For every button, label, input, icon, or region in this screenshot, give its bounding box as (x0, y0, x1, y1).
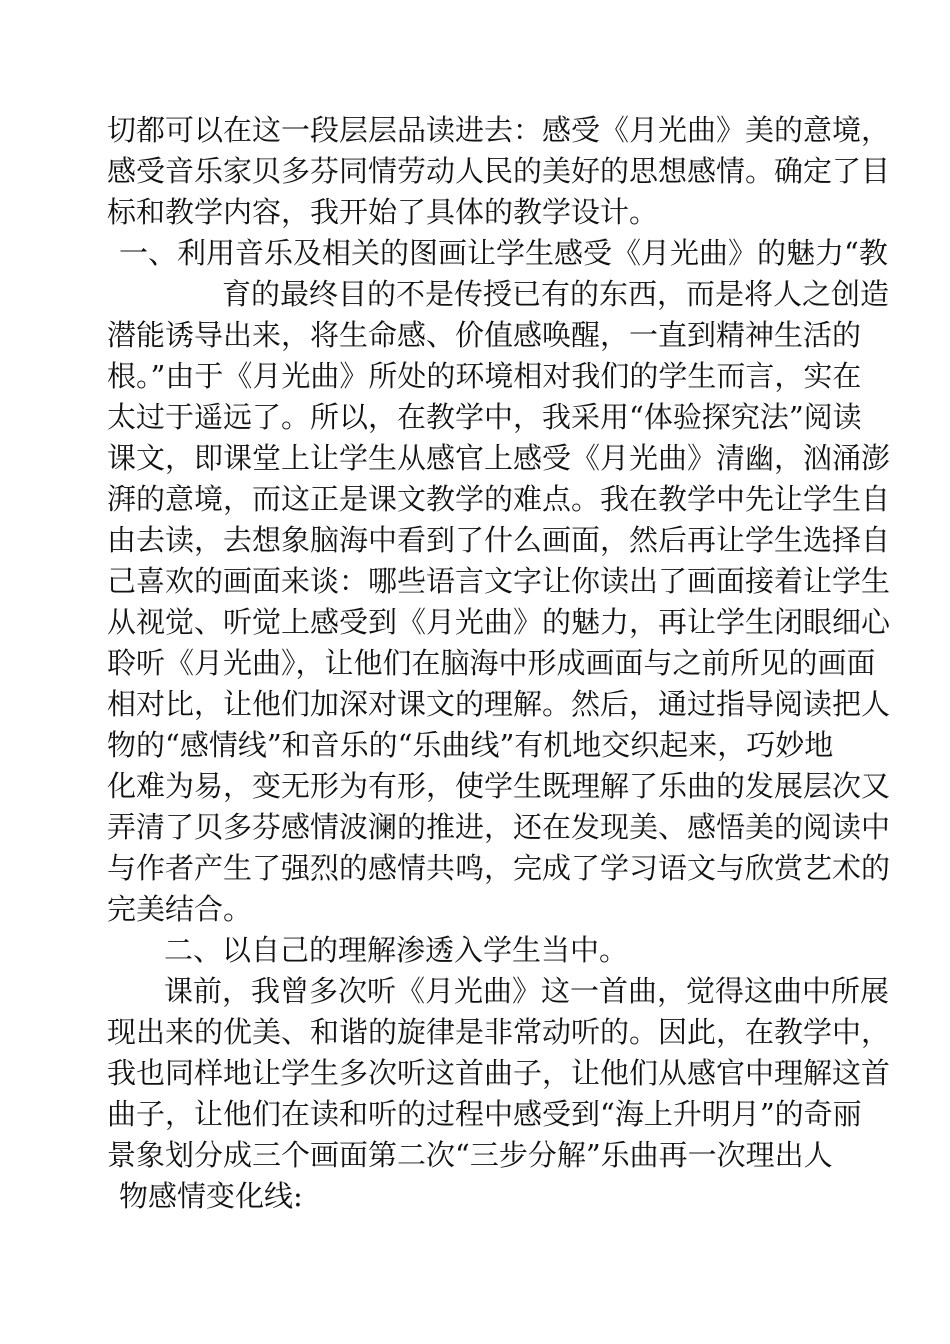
text-line: 太过于遥远了。所以，在教学中，我采用“体验探究法”阅读 (107, 400, 862, 434)
text-line: 标和教学内容，我开始了具体的教学设计。 (107, 195, 659, 229)
text-line: 弄清了贝多芬感情波澜的推进，还在发现美、感悟美的阅读中 (107, 810, 891, 844)
text-line: 现出来的优美、和谐的旋律是非常动听的。因此，在教学中， (107, 1015, 891, 1049)
text-line: 根。”由于《月光曲》所处的环境相对我们的学生而言，实在 (107, 359, 862, 393)
text-line: 聆听《月光曲》，让他们在脑海中形成画面与之前所见的画面 (107, 646, 876, 680)
text-line: 由去读，去想象脑海中看到了什么画面，然后再让学生选择自 (107, 523, 891, 557)
text-line: 课文，即课堂上让学生从感官上感受《月光曲》清幽，汹涌澎 (107, 441, 891, 475)
text-line: 景象划分成三个画面第二次“三步分解”乐曲再一次理出人 (107, 1138, 833, 1172)
text-line: 潜能诱导出来，将生命感、价值感唤醒，一直到精神生活的 (107, 318, 862, 352)
text-line: 感受音乐家贝多芬同情劳动人民的美好的思想感情。确定了目 (107, 154, 891, 188)
text-line: 化难为易，变无形为有形，使学生既理解了乐曲的发展层次又 (107, 769, 891, 803)
text-line: 我也同样地让学生多次听这首曲子，让他们从感官中理解这首 (107, 1056, 891, 1090)
text-line: 课前，我曾多次听《月光曲》这一首曲，觉得这曲中所展 (164, 974, 890, 1008)
text-line: 己喜欢的画面来谈：哪些语言文字让你读出了画面接着让学生 (107, 564, 891, 598)
text-line: 相对比，让他们加深对课文的理解。然后，通过指导阅读把人 (107, 687, 891, 721)
text-line: 曲子，让他们在读和听的过程中感受到“海上升明月”的奇丽 (107, 1097, 862, 1131)
section-heading-1: 一、利用音乐及相关的图画让学生感受《月光曲》的魅力“教 (119, 236, 888, 270)
text-line: 完美结合。 (107, 892, 253, 926)
text-line: 与作者产生了强烈的感情共鸣，完成了学习语文与欣赏艺术的 (107, 851, 891, 885)
text-line: 育的最终目的不是传授已有的东西，而是将人之创造 (222, 277, 890, 311)
section-heading-2: 二、以自己的理解渗透入学生当中。 (164, 933, 629, 967)
text-line: 物感情变化线: (119, 1179, 303, 1213)
text-line: 切都可以在这一段层层品读进去：感受《月光曲》美的意境， (107, 113, 891, 147)
text-line: 湃的意境，而这正是课文教学的难点。我在教学中先让学生自 (107, 482, 891, 516)
text-line: 物的“感情线”和音乐的“乐曲线”有机地交织起来，巧妙地 (107, 728, 834, 762)
text-line: 从视觉、听觉上感受到《月光曲》的魅力，再让学生闭眼细心 (107, 605, 891, 639)
